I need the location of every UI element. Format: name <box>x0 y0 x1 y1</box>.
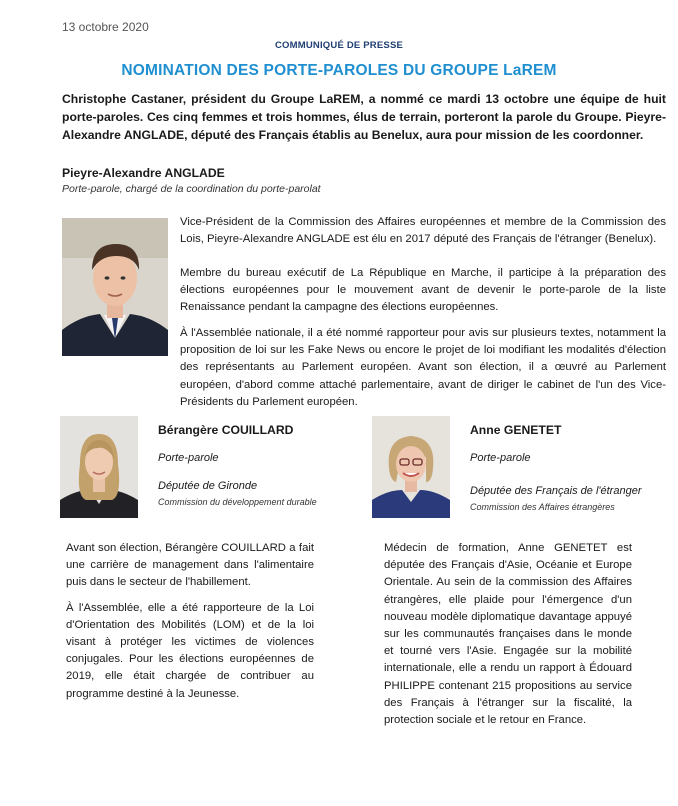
genetet-bio-paragraph-1: Médecin de formation, Anne GENETET est députée des Français d'Asie, Océanie et Europe Orientale. Au sein de la commission des Affaires étrangères, elle plaide pour l'émergence d'un nouveau modèle diplomatique davantage appuyé sur les communautés françaises dans le monde et tourné vers l'Asie. Engagée sur la mobilité internationale, elle a rendu un rapport à Édouard PHILIPPE contenant 215 propositions au service des Français à l'étranger sur la fiscalité, la protection sociale et le retour en France. <box>384 542 632 727</box>
genetet-commission: Commission des Affaires étrangères <box>470 502 615 512</box>
couillard-role: Porte-parole <box>158 452 219 464</box>
couillard-bio <box>66 540 314 711</box>
couillard-commission: Commission du développement durable <box>158 497 317 507</box>
lead-bio-paragraph-2: Membre du bureau exécutif de La République en Marche, il participe à la préparation des élections européennes pour le mouvement avant de devenir le porte-parole de la liste Renaissance pendant la campagne des élections européennes. <box>180 267 666 314</box>
couillard-constituency: Députée de Gironde <box>158 480 258 492</box>
lead-spokesperson-name: Pieyre-Alexandre ANGLADE <box>62 166 225 180</box>
anglade-portrait <box>62 218 168 356</box>
page-title: NOMINATION DES PORTE-PAROLES DU GROUPE LaREM <box>121 62 557 79</box>
genetet-portrait <box>372 416 450 518</box>
lead-bio-paragraph-1: Vice-Président de la Commission des Affaires européennes et membre de la Commission des Lois, Pieyre-Alexandre ANGLADE est élu en 2017 député des Français de l'étranger (Benelux). <box>180 216 666 246</box>
genetet-role: Porte-parole <box>470 452 531 464</box>
lead-spokesperson-role: Porte-parole, chargé de la coordination du porte-parolat <box>62 183 321 195</box>
lead-bio-paragraph-3: À l'Assemblée nationale, il a été nommé rapporteur pour avis sur plusieurs textes, notamment la proposition de loi sur les Fake News ou encore le projet de loi modifiant les modalités d'élection des représentants au Parlement européen. Avant son élection, il a œuvré au Parlement européen, d'abord comme attaché parlementaire, avant de diriger le cabinet de l'un des Vice-Présidents du Parlement européen. <box>180 327 666 408</box>
genetet-name: Anne GENETET <box>470 423 562 437</box>
couillard-bio-paragraph-2: À l'Assemblée, elle a été rapporteure de la Loi d'Orientation des Mobilités (LOM) et de la loi visant à protéger les victimes de violences conjugales. Pour les élections européennes de 2019, elle était chargée de contribuer au programme destiné à la Jeunesse. <box>66 601 314 700</box>
genetet-constituency: Députée des Français de l'étranger <box>470 485 642 497</box>
press-release-kicker: COMMUNIQUÉ DE PRESSE <box>274 40 404 51</box>
press-release-date: 13 octobre 2020 <box>62 20 149 34</box>
genetet-bio <box>384 540 632 737</box>
couillard-name: Bérangère COUILLARD <box>158 423 294 437</box>
couillard-bio-paragraph-1: Avant son élection, Bérangère COUILLARD a fait une carrière de management dans l'alimentaire puis dans le secteur de l'habillement. <box>66 542 314 589</box>
intro-paragraph: Christophe Castaner, président du Groupe LaREM, a nommé ce mardi 13 octobre une équipe de huit porte-paroles. Ces cinq femmes et trois hommes, élus de terrain, porteront la parole du Groupe. Pieyre-Alexandre ANGLADE, député des Français établis au Benelux, aura pour mission de les coordonner. <box>62 92 666 142</box>
couillard-portrait <box>60 416 138 518</box>
